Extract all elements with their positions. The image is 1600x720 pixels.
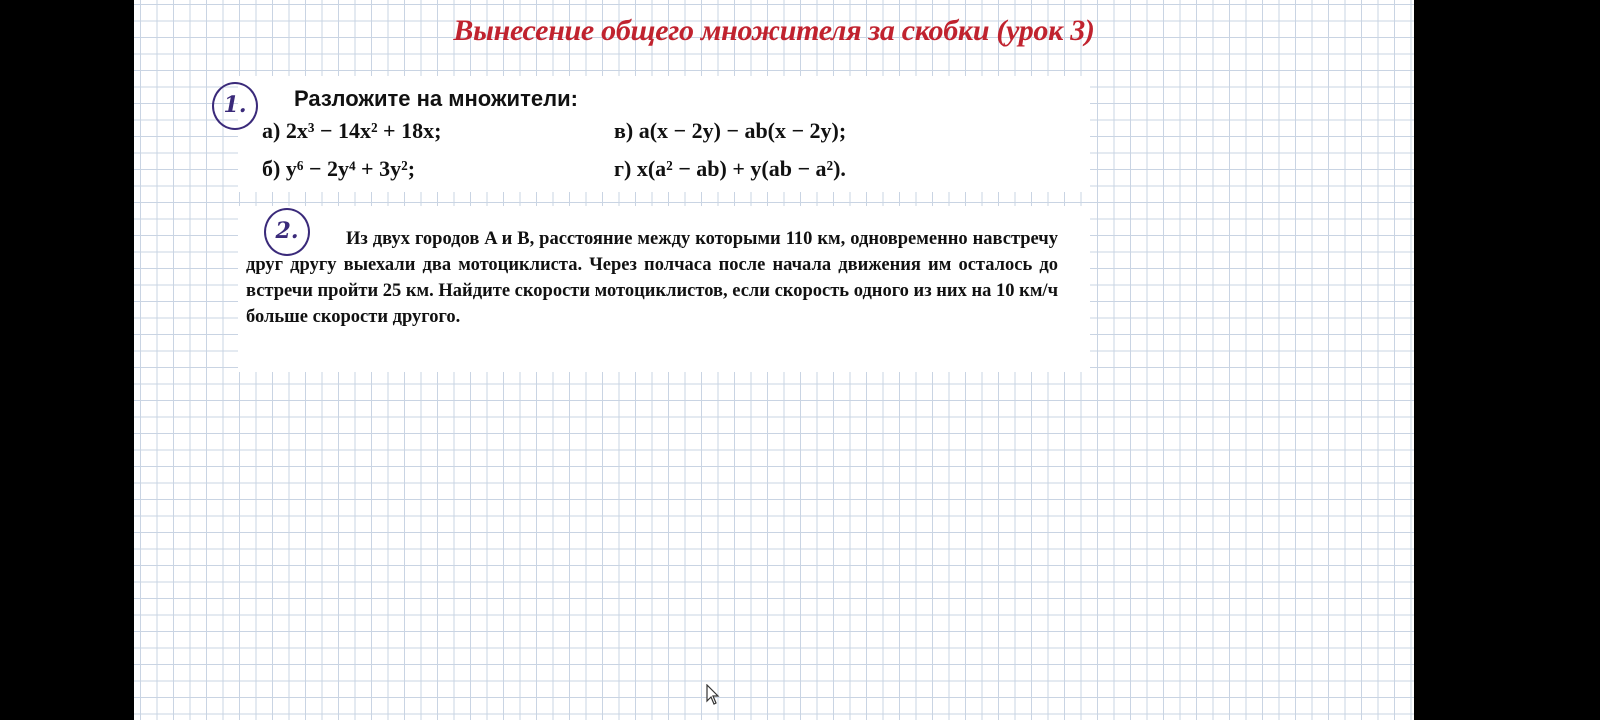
- lesson-title: Вынесение общего множителя за скобки (урок 3): [453, 14, 1095, 47]
- task-1-item-b-expr: y⁶ − 2y⁴ + 3y²;: [285, 156, 416, 181]
- task-1-item-a-expr: 2x³ − 14x² + 18x;: [285, 118, 442, 143]
- task-1-item-v: [614, 118, 846, 144]
- task-1-item-g-label: г): [614, 156, 632, 181]
- task-1-number: 1.: [212, 82, 258, 130]
- task-2-number: 2.: [264, 208, 310, 256]
- mouse-cursor-icon: [706, 684, 720, 706]
- task-1-item-v-expr: a(x − 2y) − ab(x − 2y);: [638, 118, 847, 143]
- worksheet-page: [134, 0, 1414, 720]
- task-1-item-a: [262, 118, 441, 144]
- task-1-item-b-label: б): [262, 156, 281, 181]
- task-1-item-v-label: в): [614, 118, 634, 143]
- task-1-item-g: [614, 156, 846, 182]
- task-2-text: Из двух городов A и B, расстояние между которыми 110 км, одновременно навстречу друг другу выехали два мотоциклиста. Через полчаса после начала движения им осталось до встречи пройти 25 км. Найдите скорости мотоциклистов, если скорость одного из них на 10 км/ч больше скорости другого.: [246, 229, 1058, 327]
- task-1-item-a-label: а): [262, 118, 281, 143]
- task-1-item-g-expr: x(a² − ab) + y(ab − a²).: [636, 156, 846, 181]
- task-1-item-b: [262, 156, 415, 182]
- task-1-heading: Разложите на множители:: [294, 86, 578, 111]
